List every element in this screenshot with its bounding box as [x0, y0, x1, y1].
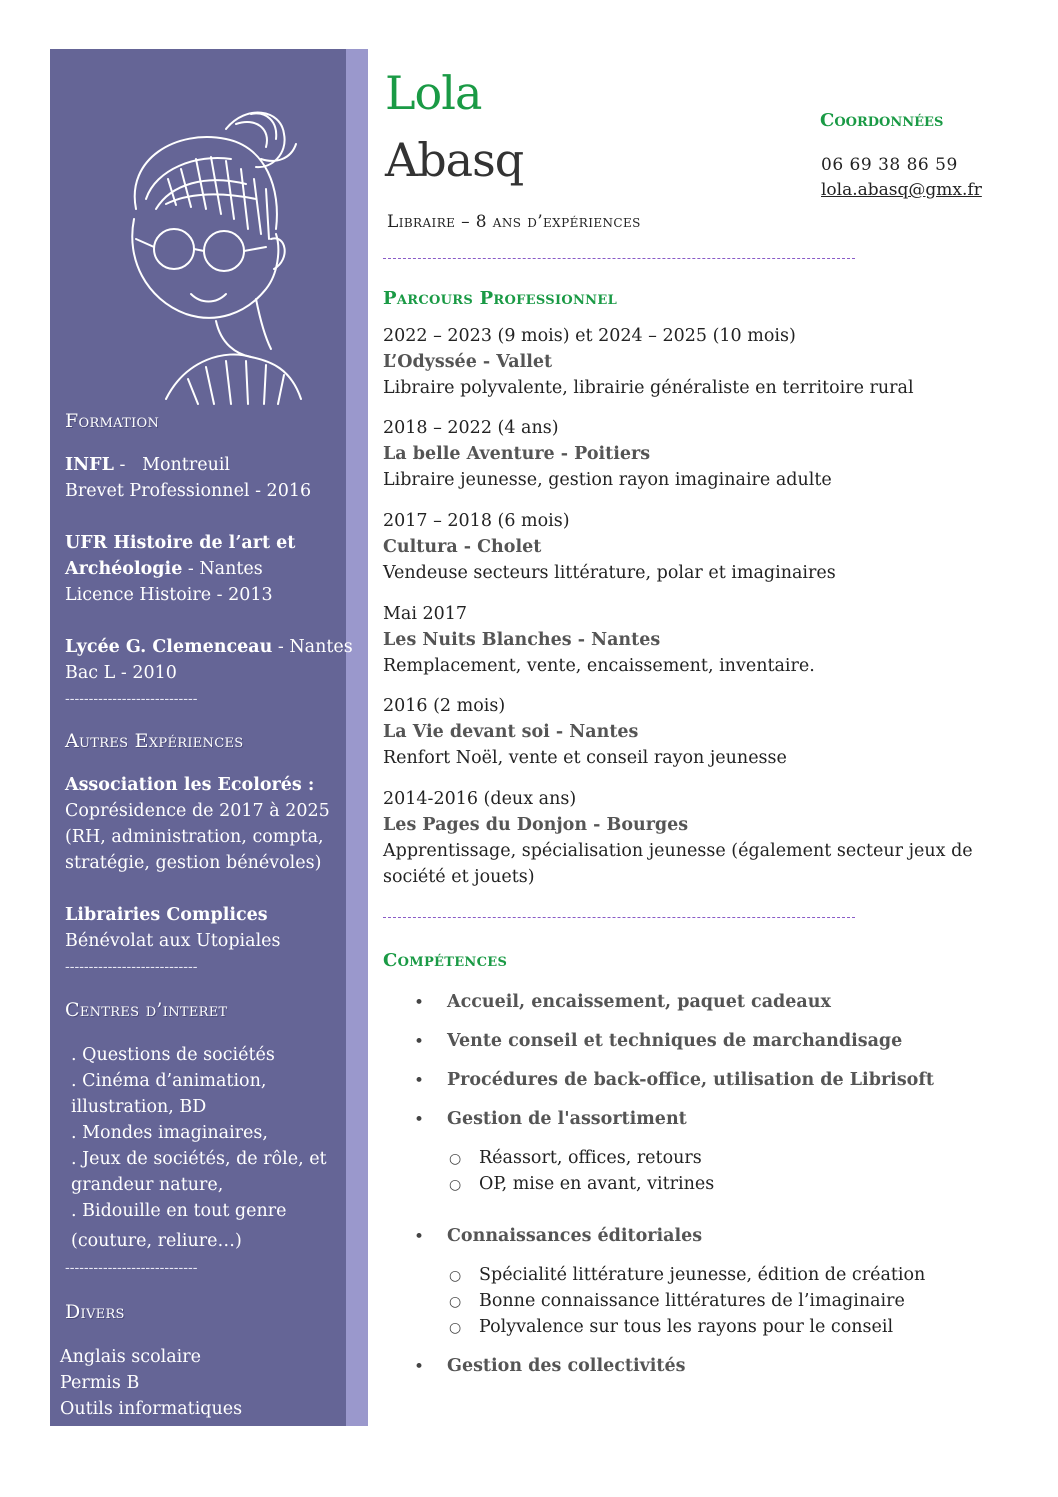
job-subtitle: Libraire – 8 ans d’expériences: [387, 212, 641, 232]
skill-item: Gestion des collectivités: [447, 1356, 686, 1376]
job-org: La Vie devant soi - Nantes: [383, 722, 639, 742]
phone-number: 06 69 38 86 59: [821, 155, 958, 175]
divers-item: Outils informatiques: [60, 1399, 243, 1419]
skill-sub-item: Réassort, offices, retours: [479, 1148, 702, 1168]
bullet-icon: •: [414, 1071, 425, 1091]
formation-item-3: [65, 634, 353, 660]
skill-item: Procédures de back-office, utilisation de Librisoft: [447, 1070, 934, 1090]
section-separator: [383, 917, 855, 918]
school-name: Archéologie: [65, 559, 183, 579]
sub-bullet-icon: ○: [449, 1151, 462, 1167]
assoc-name: [65, 772, 314, 798]
divers-heading: Divers: [65, 1301, 125, 1323]
bullet-icon: •: [414, 1227, 425, 1247]
interets-heading: Centres d’interet: [65, 999, 228, 1021]
job-desc: Remplacement, vente, encaissement, inventaire.: [383, 656, 815, 676]
contact-heading: Coordonnées: [820, 110, 944, 131]
skill-item: Connaissances éditoriales: [447, 1226, 703, 1246]
job-period: 2022 – 2023 (9 mois) et 2024 – 2025 (10 mois): [383, 326, 796, 346]
job-desc: Libraire jeunesse, gestion rayon imaginaire adulte: [383, 470, 832, 490]
school-place: - Nantes: [182, 559, 263, 579]
formation-degree-3: Bac L - 2010: [65, 663, 177, 683]
formation-degree-2: Licence Histoire - 2013: [65, 585, 273, 605]
school-place: - Nantes: [272, 637, 353, 657]
job-org: Les Pages du Donjon - Bourges: [383, 815, 689, 835]
job-period: 2018 – 2022 (4 ans): [383, 418, 559, 438]
job-org: La belle Aventure - Poitiers: [383, 444, 651, 464]
job-desc: Apprentissage, spécialisation jeunesse (également secteur jeux de: [383, 841, 973, 861]
assoc-name-text: Association les Ecolorés :: [65, 775, 315, 795]
job-entry: [383, 323, 983, 401]
interet-line: . Jeux de sociétés, de rôle, et: [71, 1149, 327, 1169]
email-link[interactable]: lola.abasq@gmx.fr: [821, 180, 982, 200]
job-org: Les Nuits Blanches - Nantes: [383, 630, 661, 650]
formation-item-2-line2: [65, 556, 263, 582]
job-entry: [383, 415, 983, 493]
skill-item: Gestion de l'assortiment: [447, 1109, 687, 1129]
job-period: 2017 – 2018 (6 mois): [383, 511, 570, 531]
bullet-icon: •: [414, 1357, 425, 1377]
job-desc-cont: société et jouets): [383, 867, 535, 887]
bullet-icon: •: [414, 1110, 425, 1130]
portrait-illustration: [106, 99, 306, 411]
school-name: UFR Histoire de l’art et: [65, 533, 296, 553]
assoc-line: stratégie, gestion bénévoles): [65, 853, 322, 873]
interet-line: grandeur nature,: [71, 1175, 224, 1195]
formation-heading: Formation: [65, 410, 160, 432]
interet-line: . Bidouille en tout genre: [71, 1201, 287, 1221]
first-name: Lola: [385, 66, 482, 120]
lib-desc: Bénévolat aux Utopiales: [65, 931, 281, 951]
job-period: 2016 (2 mois): [383, 696, 506, 716]
job-desc: Renfort Noël, vente et conseil rayon jeunesse: [383, 748, 787, 768]
divers-item: Anglais scolaire: [60, 1347, 201, 1367]
last-name: Abasq: [385, 133, 524, 187]
bullet-icon: •: [414, 993, 425, 1013]
competences-heading: Compétences: [383, 950, 508, 971]
job-period: Mai 2017: [383, 604, 468, 624]
formation-degree-1: Brevet Professionnel - 2016: [65, 481, 312, 501]
interet-line: (couture, reliure…): [71, 1231, 242, 1251]
job-entry: [383, 693, 983, 771]
sidebar-divider: ----------------------------: [65, 959, 198, 975]
job-org: Cultura - Cholet: [383, 537, 542, 557]
job-entry: [383, 601, 983, 679]
sub-bullet-icon: ○: [449, 1294, 462, 1310]
divers-item: Permis B: [60, 1373, 140, 1393]
sub-bullet-icon: ○: [449, 1177, 462, 1193]
sub-bullet-icon: ○: [449, 1268, 462, 1284]
section-separator: [383, 258, 855, 259]
lib-name-text: Librairies Complices: [65, 905, 268, 925]
job-period: 2014-2016 (deux ans): [383, 789, 577, 809]
job-desc: Libraire polyvalente, librairie généraliste en territoire rural: [383, 378, 914, 398]
assoc-line: (RH, administration, compta,: [65, 827, 324, 847]
bullet-icon: •: [414, 1032, 425, 1052]
job-entry: [383, 786, 983, 890]
lib-name: [65, 902, 268, 928]
interet-line: . Questions de sociétés: [71, 1045, 275, 1065]
skill-item: Vente conseil et techniques de marchandisage: [447, 1031, 903, 1051]
skill-sub-item: Spécialité littérature jeunesse, édition de création: [479, 1265, 926, 1285]
interet-line: . Cinéma d’animation,: [71, 1071, 267, 1091]
parcours-heading: Parcours Professionnel: [383, 288, 618, 309]
sub-bullet-icon: ○: [449, 1320, 462, 1336]
skill-sub-item: Bonne connaissance littératures de l’imaginaire: [479, 1291, 905, 1311]
interet-line: illustration, BD: [71, 1097, 207, 1117]
skill-sub-item: OP, mise en avant, vitrines: [479, 1174, 715, 1194]
sidebar-divider: ----------------------------: [65, 1260, 198, 1276]
school-name: INFL: [65, 455, 114, 475]
formation-item-2-line1: [65, 530, 295, 556]
school-place: - Montreuil: [113, 455, 231, 475]
assoc-line: Coprésidence de 2017 à 2025: [65, 801, 330, 821]
job-org: L’Odyssée - Vallet: [383, 352, 553, 372]
job-entry: [383, 508, 983, 586]
skill-item: Accueil, encaissement, paquet cadeaux: [447, 992, 831, 1012]
sidebar: [50, 49, 368, 1426]
autres-heading: Autres Expériences: [65, 730, 244, 752]
school-name: Lycée G. Clemenceau: [65, 637, 273, 657]
skill-sub-item: Polyvalence sur tous les rayons pour le conseil: [479, 1317, 894, 1337]
interet-line: . Mondes imaginaires,: [71, 1123, 268, 1143]
job-desc: Vendeuse secteurs littérature, polar et imaginaires: [383, 563, 836, 583]
formation-item-1: [65, 452, 230, 478]
sidebar-divider: ----------------------------: [65, 691, 198, 707]
